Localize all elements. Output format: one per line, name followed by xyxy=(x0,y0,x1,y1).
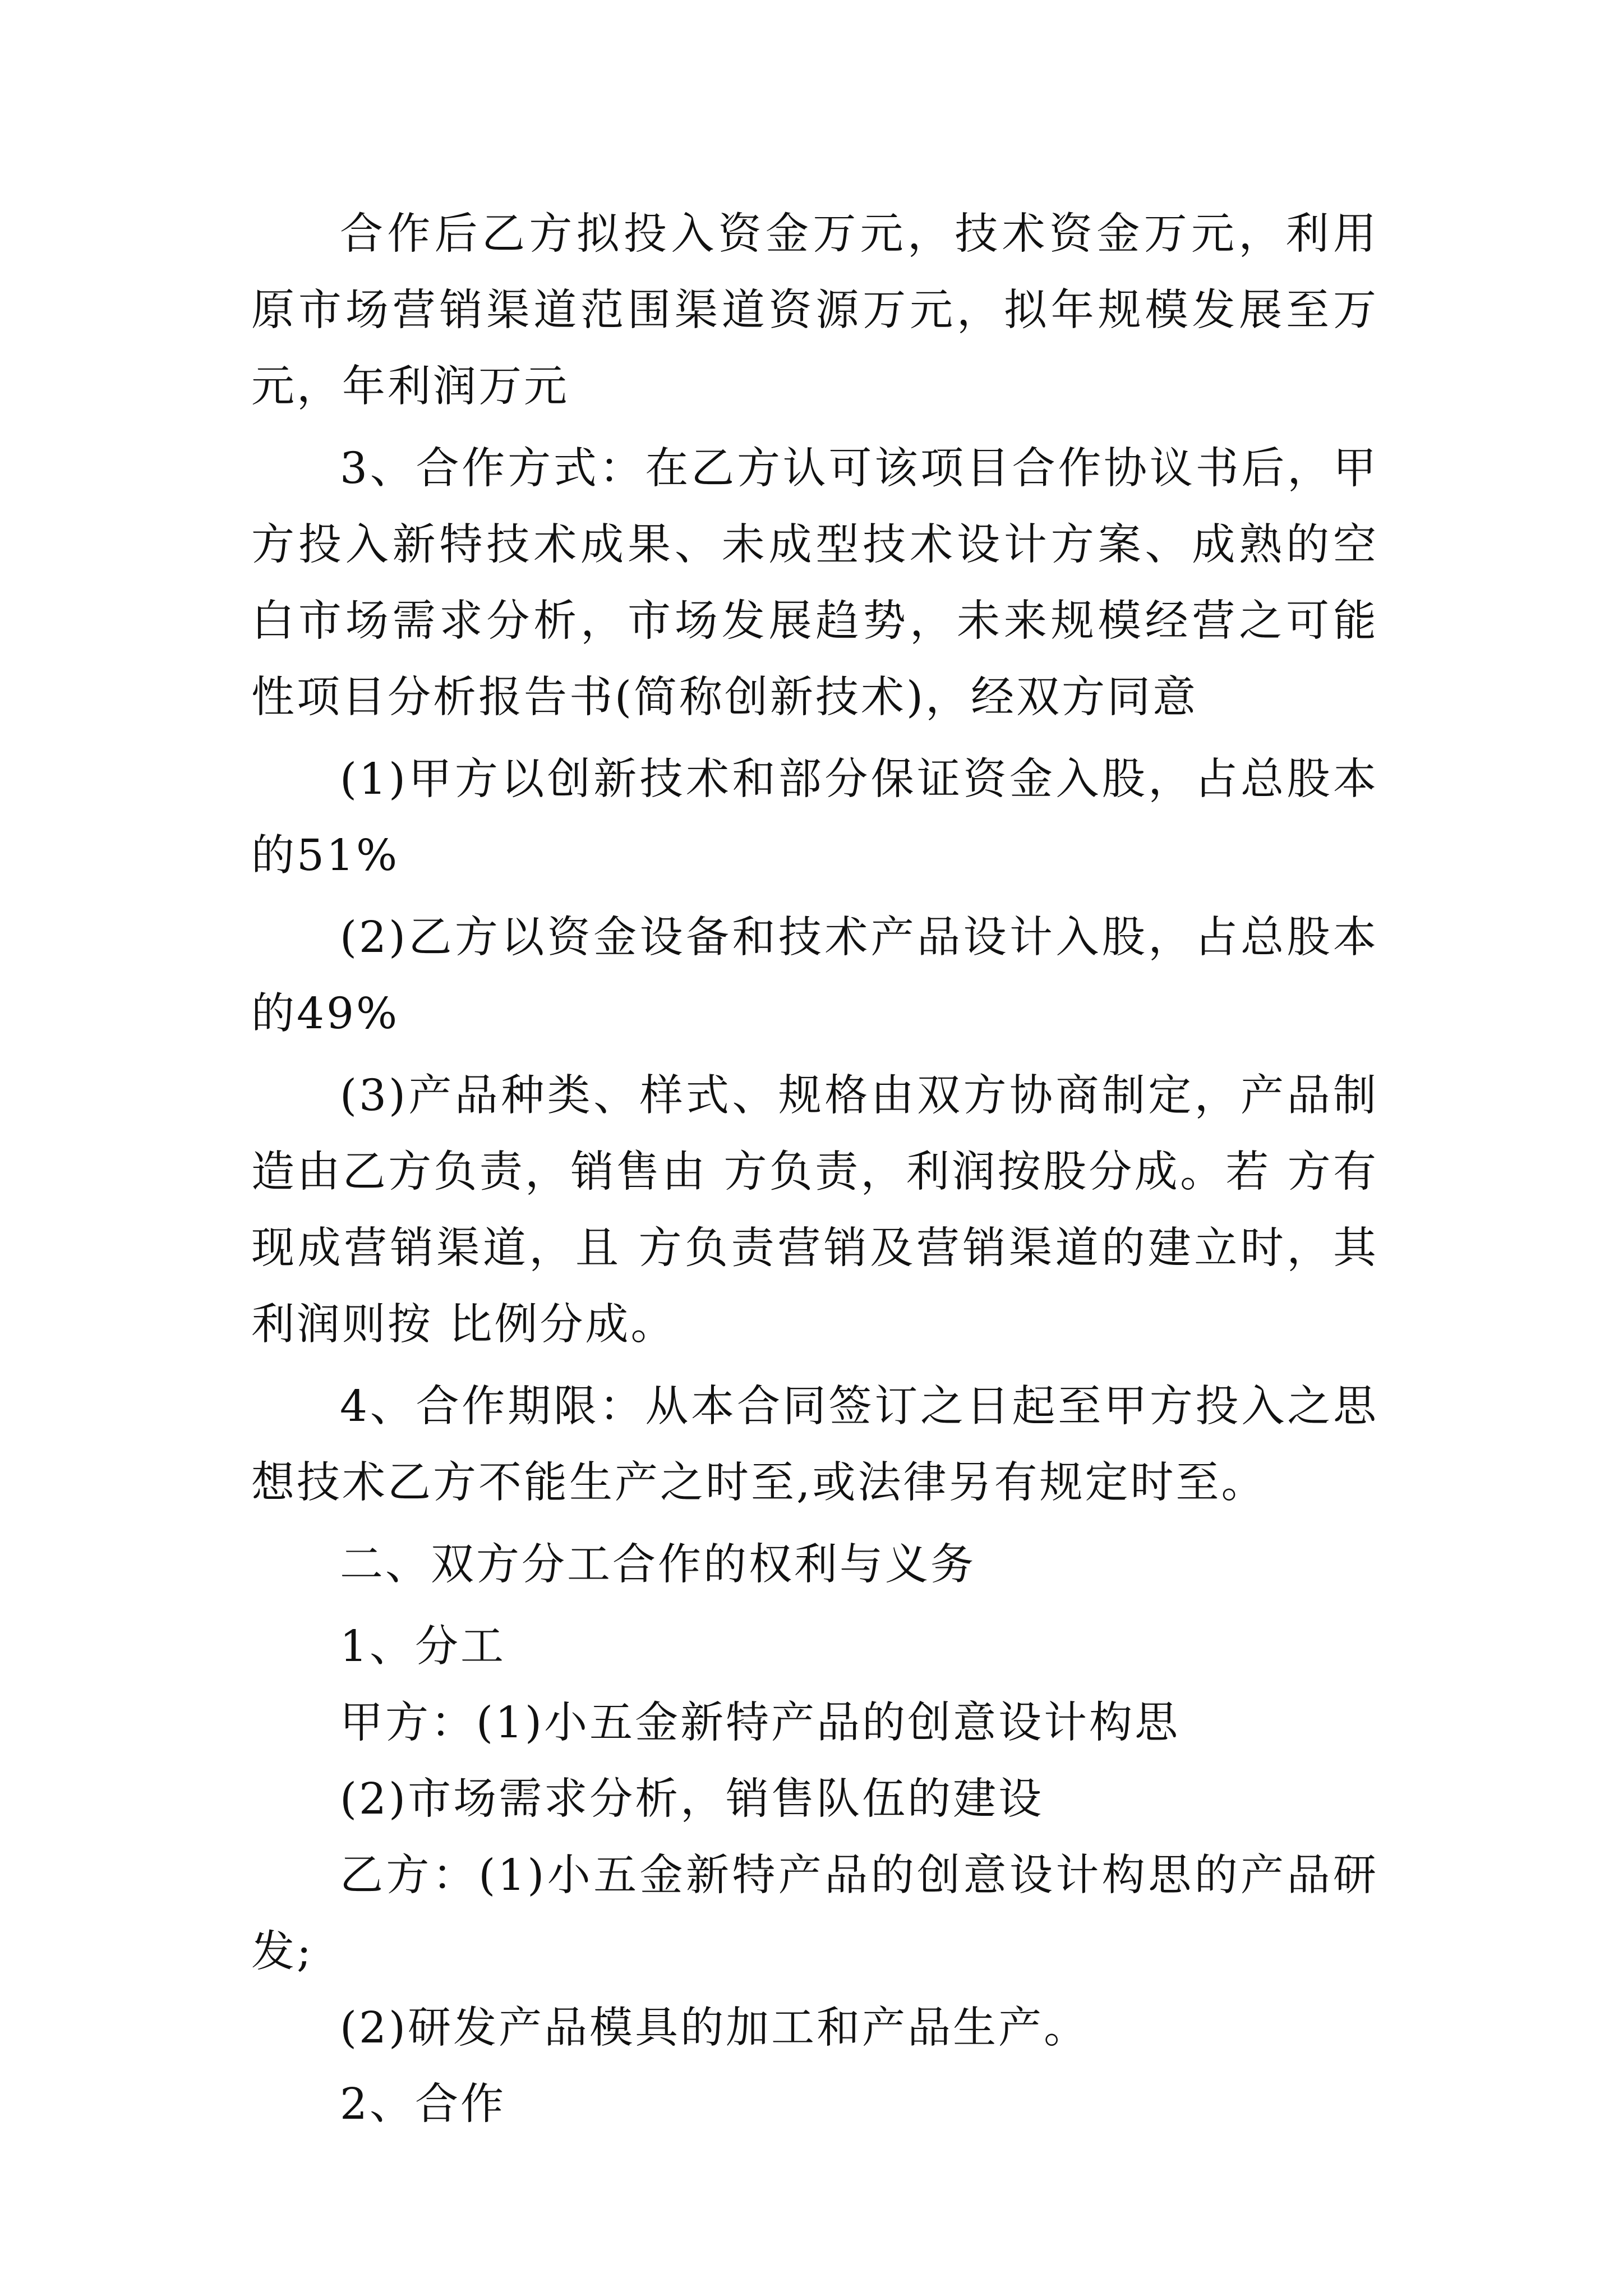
paragraph-party-a-shares: (1)甲方以创新技术和部分保证资金入股，占总股本的51% xyxy=(251,754,1378,881)
paragraph-product-terms: (3)产品种类、样式、规格由双方协商制定，产品制造由乙方负责，销售由 方负责，利润按股分成。若 方有现成营销渠道，且 方负责营销及营销渠道的建立时，其利润则按 比例分成。 xyxy=(251,1071,1378,1350)
paragraph-party-b-shares: (2)乙方以资金设备和技术产品设计入股，占总股本的49% xyxy=(251,913,1378,1039)
subheading-cooperation: 2、合作 xyxy=(340,2079,506,2129)
paragraph-cooperation-period: 4、合作期限：从本合同签订之日起至甲方投入之思想技术乙方不能生产之时至,或法律另有规定时至。 xyxy=(251,1382,1378,1508)
section-heading-rights-obligations: 二、双方分工合作的权利与义务 xyxy=(340,1540,976,1590)
list-item-party-b-2: (2)研发产品模具的加工和产品生产。 xyxy=(340,2003,1090,2053)
subheading-division-of-labor: 1、分工 xyxy=(340,1622,506,1672)
document-body xyxy=(251,196,1378,2143)
paragraph-cooperation-method: 3、合作方式：在乙方认可该项目合作协议书后，甲方投入新特技术成果、未成型技术设计方案、成熟的空白市场需求分析，市场发展趋势，未来规模经营之可能性项目分析报告书(简称创新技术)，经双方同意 xyxy=(251,444,1378,723)
list-item-party-b-1: 乙方：(1)小五金新特产品的创意设计构思的产品研发; xyxy=(251,1851,1378,1977)
list-item-party-a-2: (2)市场需求分析，销售队伍的建设 xyxy=(340,1774,1044,1824)
list-item-party-a-1: 甲方：(1)小五金新特产品的创意设计构思 xyxy=(340,1698,1181,1748)
paragraph-investment-plan: 合作后乙方拟投入资金万元，技术资金万元，利用原市场营销渠道范围渠道资源万元，拟年规模发展至万元，年利润万元 xyxy=(251,209,1378,412)
